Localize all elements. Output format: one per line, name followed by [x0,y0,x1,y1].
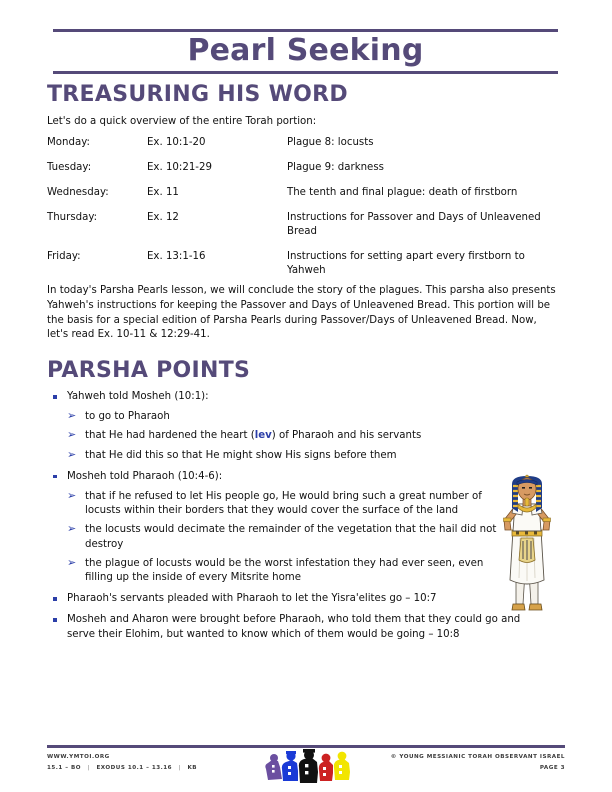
footer-code: KB [187,765,198,771]
square-bullet-icon [53,395,57,399]
footer-website[interactable]: WWW.YMTOI.ORG [47,754,110,760]
parsha-point-text: Pharaoh's servants pleaded with Pharaoh to let the Yisra'elites go – 10:7 [67,593,437,605]
schedule-body [47,136,562,289]
hebrew-term-highlight: lev [254,430,272,442]
footer-rule [47,745,565,748]
schedule-reference: Ex. 10:21-29 [147,162,212,173]
sub-point-text: the plague of locusts would be the worst infestation they had ever seen, even filling up the inside of every Mitsrite home [85,557,484,584]
arrow-bullet-icon: ➢ [67,522,77,536]
treasuring-intro-text: Let's do a quick overview of the entire Torah portion: [47,116,317,127]
arrow-bullet-icon: ➢ [67,447,77,461]
schedule-description: Instructions for setting apart every firstborn to Yahweh [287,251,525,276]
footer-portion: 15.1 – BO [47,765,82,771]
schedule-row [47,136,562,161]
square-bullet-icon [53,475,57,479]
parsha-point-text: Mosheh told Pharaoh (10:4-6): [67,470,223,482]
parsha-sub-point [67,557,500,585]
parsha-point [47,592,537,606]
sub-point-text: that if he refused to let His people go, He would bring such a great number of locusts within their borders that they would cover the surface of the land [85,491,482,517]
schedule-description: The tenth and final plague: death of firstborn [287,187,518,198]
parsha-point-text: Yahweh told Mosheh (10:1): [67,391,209,402]
pharaoh-illustration [492,468,562,620]
sub-point-text: to go to Pharaoh [85,411,170,423]
schedule-reference: Ex. 11 [147,187,179,198]
sub-point-text: the locusts would decimate the remainder of the vegetation that the hail did not destroy [85,524,497,550]
square-bullet-icon [53,597,57,601]
parsha-points-list [47,390,557,649]
schedule-day: Thursday: [47,212,98,223]
section-heading-parsha-points: PARSHA POINTS [47,358,251,383]
parsha-sub-point [67,449,555,463]
schedule-reference: Ex. 13:1-16 [147,251,206,262]
parsha-sub-point [67,523,500,551]
schedule-description: Plague 8: locusts [287,137,374,148]
title-rule-bottom [53,71,558,74]
parsha-sub-point [67,410,555,424]
arrow-bullet-icon: ➢ [67,428,77,442]
page-title: Pearl Seeking [187,33,424,68]
footer-page-number: PAGE 3 [539,765,565,771]
section-heading-treasuring: TREASURING HIS WORD [47,82,348,107]
ymtoi-logo [262,749,354,787]
schedule-reference: Ex. 12 [147,212,179,223]
parsha-sub-point [67,490,500,518]
torah-portion-schedule-table [47,136,562,289]
parsha-point [47,613,537,641]
parsha-point [47,390,537,463]
schedule-day: Wednesday: [47,187,109,198]
footer-left-block [47,752,197,774]
arrow-bullet-icon: ➢ [67,489,77,503]
sub-point-text: that He had hardened the heart ( [85,430,255,442]
footer-scripture: EXODUS 10.1 – 13.16 [96,765,173,771]
schedule-day: Tuesday: [47,162,92,173]
sub-point-text-tail: ) of Pharaoh and his servants [271,430,422,442]
parsha-sub-point [67,429,555,443]
schedule-reference: Ex. 10:1-20 [147,137,206,148]
schedule-description: Instructions for Passover and Days of Unleavened Bread [287,212,541,237]
schedule-row [47,186,562,211]
square-bullet-icon [53,618,57,622]
footer-right-block [391,752,565,774]
schedule-row [47,161,562,186]
schedule-row [47,211,562,250]
footer-meta [47,763,197,774]
schedule-day: Friday: [47,251,81,262]
parsha-point [47,470,537,585]
footer-copyright: © YOUNG MESSIANIC TORAH OBSERVANT ISRAEL [390,754,565,760]
arrow-bullet-icon: ➢ [67,409,77,423]
parsha-sub-point-list [67,410,537,463]
overview-paragraph: In today's Parsha Pearls lesson, we will conclude the story of the plagues. This parsha also presents Yahweh's instructions for keeping the Passover and Days of Unleavened Bread. This portion will be the basis for a special edition of Parsha Pearls during Passover/Days of Unleavened Bread. Now, let's read Ex. 10-11 & 12:29-41. [47,285,556,341]
parsha-point-text: Mosheh and Aharon were brought before Pharaoh, who told them that they could go and serve their Elohim, but wanted to know which of them would be going – 10:8 [67,614,521,640]
sub-point-text: that He did this so that He might show His signs before them [85,449,397,461]
parsha-sub-point-list [67,490,537,585]
arrow-bullet-icon: ➢ [67,555,77,569]
schedule-day: Monday: [47,137,90,148]
footer-separator-1: | [87,765,91,771]
schedule-description: Plague 9: darkness [287,162,384,173]
footer-separator-2: | [178,765,182,771]
